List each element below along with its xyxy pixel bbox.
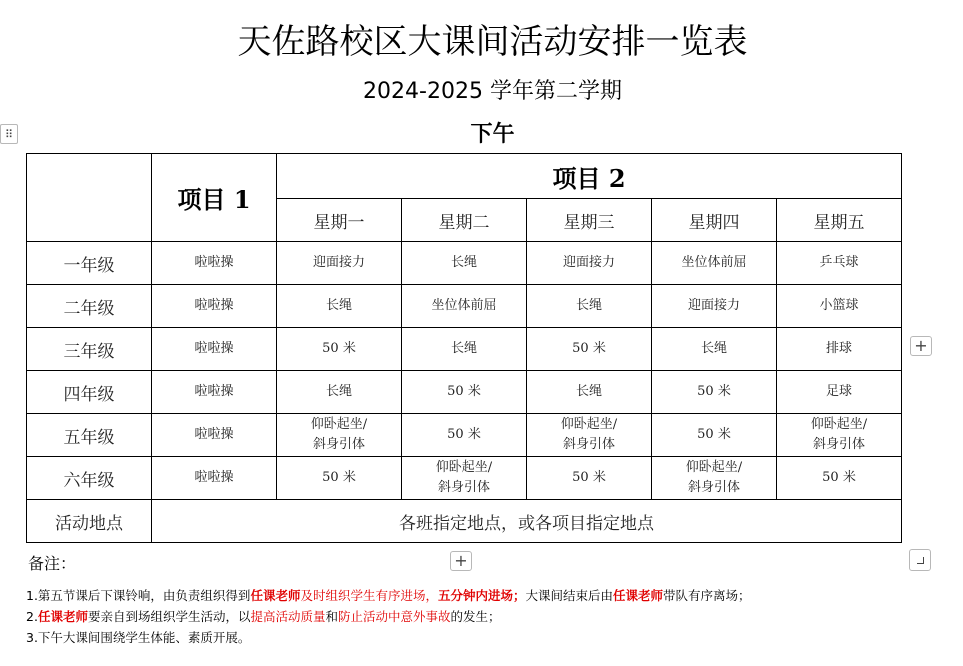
day-header: 星期一 (277, 199, 402, 242)
grade-label: 六年级 (27, 457, 152, 500)
note-highlight: 五分钟内进场； (437, 588, 526, 603)
activity-cell (527, 328, 652, 371)
activity-line: 仰卧起坐/ (310, 417, 368, 432)
activity-cell (527, 285, 652, 328)
activity-cell (777, 371, 902, 414)
activity-line: 仰卧起坐/ (560, 417, 618, 432)
activity-line: 仰卧起坐/ (685, 460, 743, 475)
table-row (27, 371, 902, 414)
activity-cell (652, 457, 777, 500)
grade-label: 三年级 (27, 328, 152, 371)
project1-activity: 啦啦操 (152, 371, 277, 414)
activity-line: 长绳 (575, 298, 602, 313)
activity-cell (402, 285, 527, 328)
activity-line: 长绳 (450, 255, 477, 270)
activity-line: 排球 (825, 341, 852, 356)
activity-line: 斜身引体 (812, 437, 865, 452)
activity-cell (277, 285, 402, 328)
activity-line: 50 米 (822, 470, 856, 485)
activity-line: 50 米 (322, 341, 356, 356)
notes-label: 备注： (28, 554, 77, 573)
note-text: 和 (325, 609, 338, 624)
activity-line: 长绳 (450, 341, 477, 356)
activity-line: 斜身引体 (562, 437, 615, 452)
activity-line: 长绳 (575, 384, 602, 399)
grade-label: 五年级 (27, 414, 152, 457)
page-title: 天佐路校区大课间活动安排一览表 (237, 22, 748, 62)
activity-cell (277, 457, 402, 500)
note-highlight: 任课老师 (613, 588, 664, 603)
grade-label: 二年级 (27, 285, 152, 328)
activity-cell (277, 242, 402, 285)
activity-line: 小篮球 (819, 298, 859, 313)
activity-line: 迎面接力 (562, 255, 615, 270)
project1-activity: 啦啦操 (152, 328, 277, 371)
table-row (27, 328, 902, 371)
note-highlight: 提高活动质量 (250, 609, 326, 624)
activity-line: 坐位体前屈 (431, 298, 497, 313)
table-row (27, 414, 902, 457)
day-header: 星期三 (527, 199, 652, 242)
note-text: 1.第五节课后下课铃响，由负责组织得到 (26, 588, 251, 603)
activity-line: 50 米 (572, 470, 606, 485)
activity-line: 长绳 (325, 384, 352, 399)
activity-line: 50 米 (697, 427, 731, 442)
activity-line: 乒乓球 (819, 255, 859, 270)
project1-activity: 啦啦操 (152, 414, 277, 457)
location-value: 各班指定地点，或各项目指定地点 (152, 500, 902, 543)
activity-cell (652, 371, 777, 414)
activity-line: 斜身引体 (437, 480, 490, 495)
activity-cell (777, 285, 902, 328)
grade-rows (27, 242, 902, 500)
note-highlight: 及时组织学生有序进场， (300, 588, 438, 603)
semester-subtitle: 2024-2025 学年第二学期 (363, 79, 622, 104)
activity-line: 50 米 (322, 470, 356, 485)
note-3: 3.下午大课间围绕学生体能、素质开展。 (26, 630, 251, 645)
note-1 (26, 586, 751, 604)
section-heading: 下午 (470, 121, 515, 147)
activity-line: 50 米 (447, 427, 481, 442)
note-highlight: 任课老师 (250, 588, 301, 603)
note-text: 2. (26, 609, 38, 624)
activity-line: 仰卧起坐/ (435, 460, 493, 475)
activity-cell (277, 328, 402, 371)
table-row (27, 285, 902, 328)
note-2 (26, 607, 501, 625)
activity-cell (527, 242, 652, 285)
note-text: 带队有序离场； (663, 588, 751, 603)
activity-cell (652, 242, 777, 285)
project1-activity: 啦啦操 (152, 457, 277, 500)
note-highlight: 任课老师 (37, 609, 88, 624)
activity-cell (402, 328, 527, 371)
activity-line: 斜身引体 (687, 480, 740, 495)
schedule-table (26, 153, 902, 543)
table-resize-icon[interactable] (909, 549, 931, 571)
location-label: 活动地点 (27, 500, 152, 543)
activity-cell (277, 414, 402, 457)
note-text: 要亲自到场组织学生活动，以 (87, 609, 251, 624)
activity-cell (527, 371, 652, 414)
activity-line: 迎面接力 (312, 255, 365, 270)
activity-cell (402, 414, 527, 457)
grade-label: 四年级 (27, 371, 152, 414)
activity-cell (527, 457, 652, 500)
activity-line: 50 米 (447, 384, 481, 399)
add-row-icon[interactable]: + (450, 551, 472, 571)
project1-activity: 啦啦操 (152, 285, 277, 328)
project1-header: 项目 1 (152, 154, 277, 242)
activity-line: 50 米 (697, 384, 731, 399)
activity-cell (652, 328, 777, 371)
corner-cell (27, 154, 152, 242)
activity-cell (277, 371, 402, 414)
note-text: 的发生； (450, 609, 501, 624)
activity-cell (402, 371, 527, 414)
add-column-icon[interactable]: + (910, 336, 932, 356)
activity-cell (777, 414, 902, 457)
day-header: 星期五 (777, 199, 902, 242)
activity-cell (652, 285, 777, 328)
activity-line: 足球 (825, 384, 852, 399)
day-header: 星期四 (652, 199, 777, 242)
activity-cell (402, 242, 527, 285)
activity-line: 斜身引体 (312, 437, 365, 452)
activity-cell (402, 457, 527, 500)
table-row (27, 242, 902, 285)
grade-label: 一年级 (27, 242, 152, 285)
activity-cell (777, 328, 902, 371)
activity-line: 长绳 (325, 298, 352, 313)
activity-cell (652, 414, 777, 457)
activity-cell (527, 414, 652, 457)
activity-cell (777, 242, 902, 285)
activity-line: 仰卧起坐/ (810, 417, 868, 432)
activity-line: 50 米 (572, 341, 606, 356)
activity-line: 迎面接力 (687, 298, 740, 313)
note-text: 大课间结束后由 (525, 588, 613, 603)
table-row (27, 457, 902, 500)
table-move-handle-icon[interactable]: ⠿ (0, 124, 18, 144)
activity-cell (777, 457, 902, 500)
project2-header: 项目 2 (277, 154, 902, 199)
note-highlight: 防止活动中意外事故 (338, 609, 451, 624)
day-header: 星期二 (402, 199, 527, 242)
activity-line: 坐位体前屈 (681, 255, 747, 270)
project1-activity: 啦啦操 (152, 242, 277, 285)
activity-line: 长绳 (700, 341, 727, 356)
